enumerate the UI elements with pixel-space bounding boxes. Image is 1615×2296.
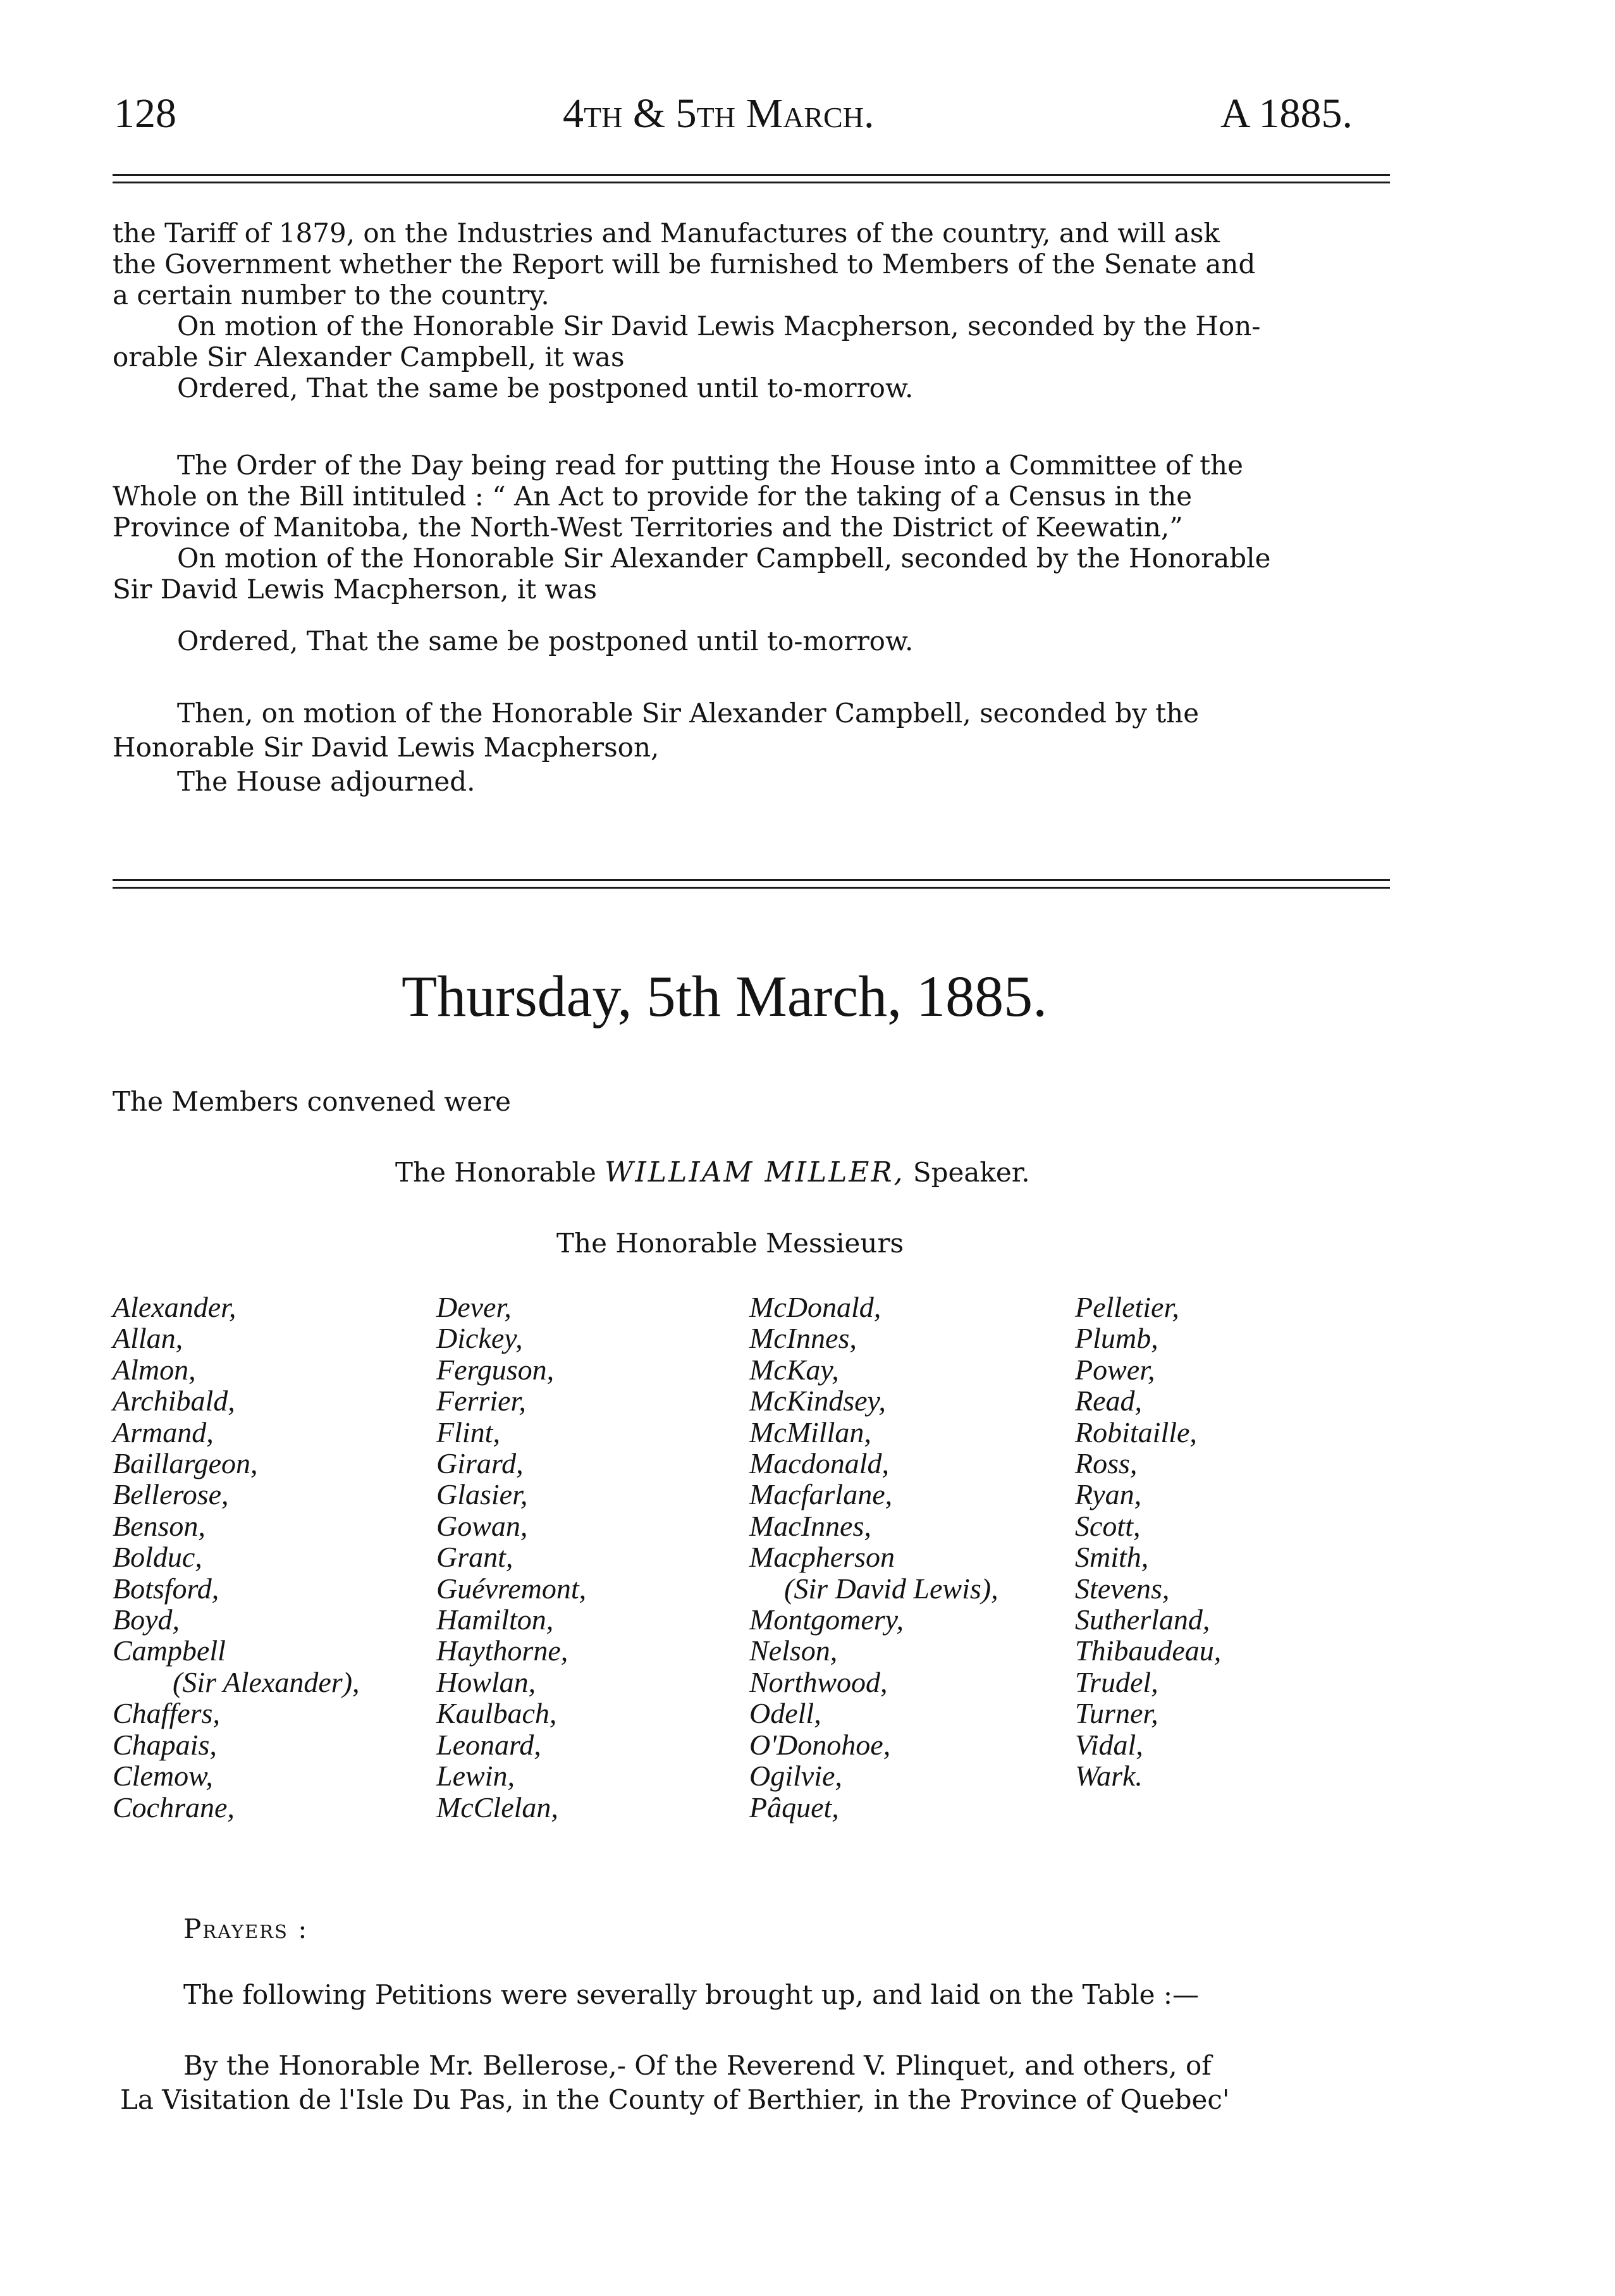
member-name: Kaulbach, [436, 1697, 557, 1730]
member-name: Guévremont, [436, 1572, 587, 1605]
header-rule-top [113, 174, 1390, 176]
member-name: Turner, [1075, 1697, 1158, 1730]
member-name: Robitaille, [1075, 1416, 1197, 1448]
member-name: Chaffers, [113, 1697, 220, 1730]
member-name: Girard, [436, 1447, 524, 1480]
text-line: Province of Manitoba, the North-West Territories and the District of Keewatin,” [113, 512, 1183, 543]
member-name: Odell, [749, 1697, 821, 1730]
member-name: (Sir Alexander), [173, 1665, 360, 1698]
text-line: Whole on the Bill intituled : “ An Act to provide for the taking of a Census in the [113, 481, 1193, 512]
text-line: Ordered, That the same be postponed until to-morrow. [177, 373, 914, 404]
member-name: Read, [1075, 1385, 1143, 1417]
text-line: orable Sir Alexander Campbell, it was [113, 342, 625, 373]
member-name: Thibaudeau, [1075, 1634, 1222, 1667]
member-name: (Sir David Lewis), [784, 1572, 998, 1605]
speaker-name: WILLIAM MILLER, [605, 1156, 905, 1188]
member-name: Glasier, [436, 1478, 528, 1511]
member-name: Haythorne, [436, 1634, 568, 1667]
section-rule-bottom [113, 887, 1390, 889]
speaker-line [395, 1157, 1030, 1188]
section-rule-top [113, 879, 1390, 881]
member-name: Boyd, [113, 1603, 180, 1636]
member-name: Plumb, [1075, 1322, 1158, 1355]
member-name: Benson, [113, 1509, 206, 1542]
text-line: The Order of the Day being read for putting the House into a Committee of the [177, 450, 1243, 481]
prayers-label: Prayers : [183, 1913, 309, 1944]
member-name: Pelletier, [1075, 1291, 1179, 1323]
member-name: Pâquet, [749, 1791, 839, 1824]
member-name: Botsford, [113, 1572, 219, 1605]
speaker-suffix: Speaker. [912, 1157, 1030, 1188]
member-name: Scott, [1075, 1509, 1141, 1542]
petition-line: La Visitation de l'Isle Du Pas, in the County of Berthier, in the Province of Quebec' [120, 2084, 1230, 2115]
member-name: Baillargeon, [113, 1447, 258, 1480]
text-line: the Tariff of 1879, on the Industries and Manufactures of the country, and will ask [113, 218, 1220, 249]
member-name: Leonard, [436, 1728, 541, 1761]
member-name: O'Donohoe, [749, 1728, 891, 1761]
member-name: Cochrane, [113, 1791, 235, 1824]
member-name: Ferrier, [436, 1385, 526, 1417]
member-name: Northwood, [749, 1665, 888, 1698]
member-name: Montgomery, [749, 1603, 904, 1636]
page-year: A 1885. [1220, 90, 1353, 137]
member-name: McClelan, [436, 1791, 558, 1824]
member-name: Howlan, [436, 1665, 536, 1698]
member-name: Ryan, [1075, 1478, 1142, 1511]
members-intro: The Members convened were [113, 1086, 511, 1117]
member-name: Chapais, [113, 1728, 217, 1761]
text-line: a certain number to the country. [113, 280, 550, 311]
members-column-4 [1075, 1292, 1221, 1792]
member-name: Wark. [1075, 1760, 1143, 1793]
member-name: Dever, [436, 1291, 512, 1323]
member-name: McInnes, [749, 1322, 857, 1355]
text-line: the Government whether the Report will be furnished to Members of the Senate and [113, 249, 1256, 280]
member-name: Vidal, [1075, 1728, 1143, 1761]
members-column-1 [113, 1292, 360, 1823]
page-number: 128 [114, 90, 176, 137]
text-line: Honorable Sir David Lewis Macpherson, [113, 732, 660, 763]
member-name: Macdonald, [749, 1447, 890, 1480]
member-name: McKay, [749, 1353, 839, 1386]
text-line: On motion of the Honorable Sir David Lewis Macpherson, seconded by the Hon- [177, 311, 1261, 342]
members-column-3 [749, 1292, 998, 1823]
text-line: The House adjourned. [177, 766, 476, 797]
day-heading: Thursday, 5th March, 1885. [402, 964, 1048, 1028]
header-rule-bottom [113, 182, 1390, 183]
member-name: Ferguson, [436, 1353, 555, 1386]
member-name: Alexander, [113, 1291, 236, 1323]
member-name: Macfarlane, [749, 1478, 893, 1511]
petitions-intro: The following Petitions were severally brought up, and laid on the Table :— [183, 1979, 1200, 2010]
member-name: Lewin, [436, 1760, 515, 1793]
member-name: Campbell [113, 1634, 226, 1667]
member-name: Ross, [1075, 1447, 1138, 1480]
text-line: Ordered, That the same be postponed until to-morrow. [177, 626, 914, 657]
member-name: Archibald, [113, 1385, 235, 1417]
messieurs-heading: The Honorable Messieurs [556, 1228, 904, 1259]
page-title: 4th & 5th March. [563, 90, 875, 137]
member-name: Dickey, [436, 1322, 523, 1355]
member-name: MacInnes, [749, 1509, 871, 1542]
member-name: Gowan, [436, 1509, 528, 1542]
member-name: Armand, [113, 1416, 214, 1448]
member-name: Allan, [113, 1322, 183, 1355]
text-line: Sir David Lewis Macpherson, it was [113, 574, 598, 605]
petition-line: By the Honorable Mr. Bellerose,- Of the Reverend V. Plinquet, and others, of [183, 2050, 1212, 2081]
member-name: Almon, [113, 1353, 196, 1386]
member-name: Clemow, [113, 1760, 213, 1793]
member-name: Bolduc, [113, 1541, 202, 1574]
member-name: Hamilton, [436, 1603, 554, 1636]
member-name: Grant, [436, 1541, 513, 1574]
member-name: Bellerose, [113, 1478, 229, 1511]
member-name: Macpherson [749, 1541, 895, 1574]
member-name: Trudel, [1075, 1665, 1158, 1698]
member-name: McKindsey, [749, 1385, 886, 1417]
members-column-2 [436, 1292, 586, 1823]
member-name: Ogilvie, [749, 1760, 842, 1793]
member-name: Stevens, [1075, 1572, 1170, 1605]
member-name: Flint, [436, 1416, 500, 1448]
member-name: Power, [1075, 1353, 1155, 1386]
member-name: Nelson, [749, 1634, 838, 1667]
member-name: Sutherland, [1075, 1603, 1210, 1636]
member-name: McDonald, [749, 1291, 881, 1323]
text-line: On motion of the Honorable Sir Alexander Campbell, seconded by the Honorable [177, 543, 1271, 574]
member-name: McMillan, [749, 1416, 871, 1448]
text-line: Then, on motion of the Honorable Sir Alexander Campbell, seconded by the [177, 698, 1200, 729]
member-name: Smith, [1075, 1541, 1149, 1574]
speaker-prefix: The Honorable [395, 1157, 596, 1188]
